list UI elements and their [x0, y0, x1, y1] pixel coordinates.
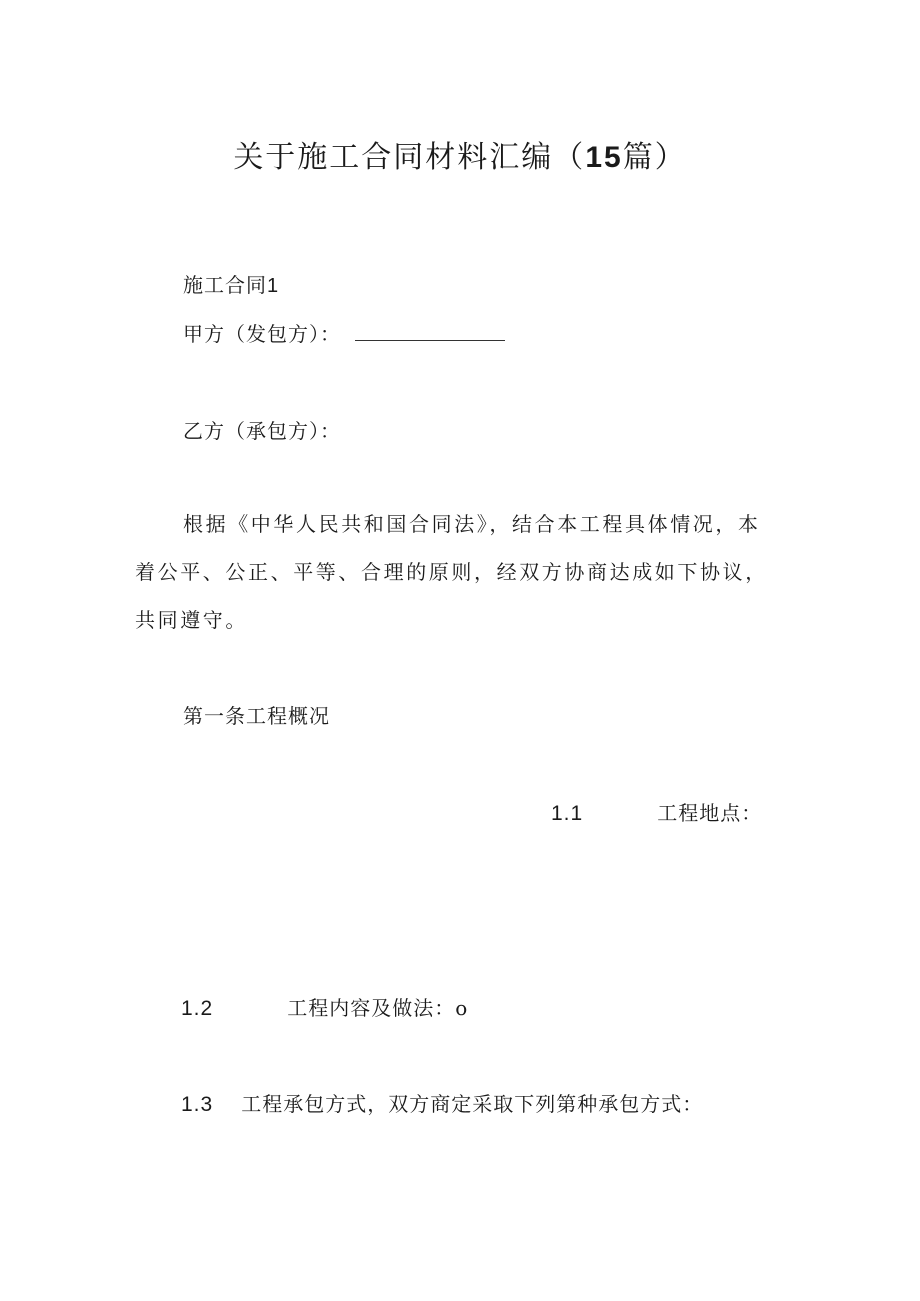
party-a-blank-field[interactable]	[355, 322, 505, 341]
item-1-2-number: 1.2	[181, 997, 214, 1020]
document-title	[0, 136, 920, 180]
contract-heading	[183, 270, 279, 301]
contract-heading-number: 1	[267, 275, 280, 297]
item-1-1	[551, 798, 762, 829]
party-b-line	[183, 416, 341, 446]
item-1-2	[181, 993, 468, 1024]
intro-paragraph-line: 根据《中华人民共和国合同法》，结合本工程具体情况，本	[183, 512, 761, 536]
item-1-3	[181, 1089, 703, 1120]
title-tail: 篇）	[622, 140, 687, 175]
title-number: 15	[585, 141, 623, 174]
item-1-3-text: 工程承包方式，双方商定采取下列第种承包方式：	[241, 1092, 704, 1116]
party-b-label: 乙方（承包方）：	[183, 419, 341, 443]
intro-paragraph-line: 共同遵守。	[135, 608, 248, 632]
party-a-label: 甲方（发包方）：	[183, 322, 341, 346]
title-main: 关于施工合同材料汇编（	[233, 140, 586, 175]
item-1-1-text: 工程地点：	[657, 801, 763, 825]
intro-paragraph-line: 着公平、公正、平等、合理的原则，经双方协商达成如下协议，	[135, 560, 768, 584]
article-1-title: 第一条工程概况	[183, 704, 330, 728]
item-1-2-text: 工程内容及做法：o	[287, 996, 469, 1020]
item-1-3-number: 1.3	[181, 1093, 214, 1116]
party-a-line	[183, 319, 505, 349]
item-1-1-number: 1.1	[551, 802, 584, 825]
contract-heading-text: 施工合同	[183, 273, 267, 297]
